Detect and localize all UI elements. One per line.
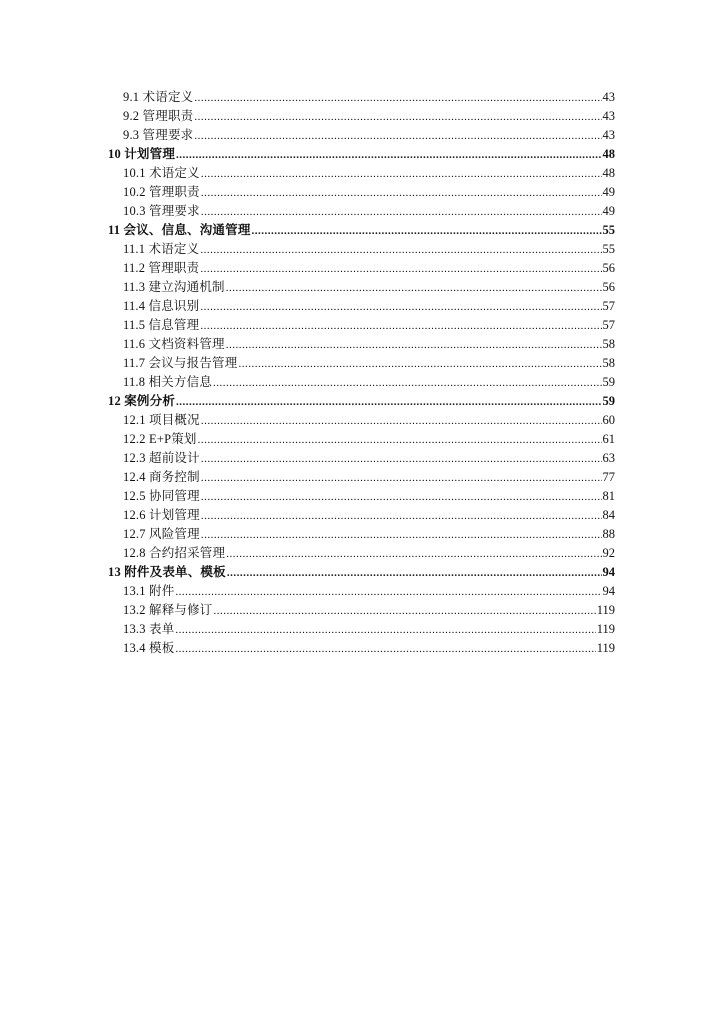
toc-entry-title: 9.3 管理要求 [123, 128, 194, 142]
toc-page-number: 77 [602, 470, 615, 484]
toc-entry-title: 11.8 相关方信息 [123, 375, 213, 389]
toc-section-entry[interactable] [108, 297, 615, 316]
toc-entry-title: 12.7 风险管理 [123, 527, 200, 541]
toc-page-number: 84 [602, 508, 615, 522]
toc-section-entry[interactable] [108, 335, 615, 354]
toc-section-entry[interactable] [108, 183, 615, 202]
toc-entry-title: 11.6 文档资料管理 [123, 337, 225, 351]
toc-entry-title: 13.1 附件 [123, 584, 175, 598]
toc-section-entry[interactable] [108, 620, 615, 639]
toc-section-entry[interactable] [108, 601, 615, 620]
toc-page-number: 92 [602, 546, 615, 560]
toc-page-number: 57 [602, 299, 615, 313]
toc-section-entry[interactable] [108, 164, 615, 183]
dot-leader [194, 89, 601, 108]
dot-leader [200, 298, 601, 317]
dot-leader [226, 279, 602, 298]
toc-entry-title: 11.5 信息管理 [123, 318, 200, 332]
toc-page-number: 58 [602, 356, 615, 370]
toc-entry-title: 10.1 术语定义 [123, 166, 200, 180]
dot-leader [175, 583, 601, 602]
toc-section-entry[interactable] [108, 88, 615, 107]
toc-entry-title: 13.2 解释与修订 [123, 603, 213, 617]
dot-leader [176, 146, 601, 165]
toc-page-number: 61 [602, 432, 615, 446]
toc-section-entry[interactable] [108, 278, 615, 297]
dot-leader [201, 203, 602, 222]
toc-entry-title: 12.4 商务控制 [123, 470, 200, 484]
toc-entry-title: 11.3 建立沟通机制 [123, 280, 225, 294]
toc-entry-title: 12.6 计划管理 [123, 508, 200, 522]
toc-section-entry[interactable] [108, 316, 615, 335]
toc-chapter-entry[interactable] [108, 563, 615, 582]
toc-section-entry[interactable] [108, 107, 615, 126]
toc-section-entry[interactable] [108, 525, 615, 544]
dot-leader [201, 469, 602, 488]
dot-leader [201, 507, 602, 526]
dot-leader [227, 564, 602, 583]
toc-page-number: 94 [602, 584, 615, 598]
toc-entry-title: 10.3 管理要求 [123, 204, 200, 218]
toc-page-number: 55 [602, 242, 615, 256]
toc-page-number: 88 [602, 527, 615, 541]
toc-section-entry[interactable] [108, 582, 615, 601]
toc-section-entry[interactable] [108, 411, 615, 430]
toc-entry-title: 9.1 术语定义 [123, 90, 194, 104]
toc-entry-title: 12.2 E+P策划 [123, 432, 197, 446]
toc-page-number: 49 [602, 204, 615, 218]
toc-page-number: 57 [602, 318, 615, 332]
dot-leader [226, 545, 601, 564]
toc-page-number: 56 [602, 280, 615, 294]
toc-entry-title: 12.8 合约招采管理 [123, 546, 226, 560]
dot-leader [214, 602, 596, 621]
toc-page-number: 94 [602, 565, 615, 579]
dot-leader [201, 165, 602, 184]
dot-leader [252, 222, 602, 241]
dot-leader [200, 260, 601, 279]
toc-entry-title: 13 附件及表单、模板 [108, 565, 226, 579]
toc-page-number: 119 [596, 603, 615, 617]
dot-leader [226, 336, 602, 355]
toc-section-entry[interactable] [108, 449, 615, 468]
dot-leader [194, 127, 601, 146]
toc-entry-title: 12.1 项目概况 [123, 413, 200, 427]
toc-section-entry[interactable] [108, 468, 615, 487]
dot-leader [198, 431, 602, 450]
toc-page-number: 58 [602, 337, 615, 351]
toc-page-number: 55 [602, 223, 615, 237]
toc-chapter-entry[interactable] [108, 392, 615, 411]
toc-chapter-entry[interactable] [108, 145, 615, 164]
dot-leader [201, 526, 602, 545]
toc-entry-title: 11 会议、信息、沟通管理 [108, 223, 251, 237]
toc-section-entry[interactable] [108, 373, 615, 392]
toc-page-number: 59 [602, 375, 615, 389]
toc-page-number: 43 [602, 90, 615, 104]
toc-section-entry[interactable] [108, 639, 615, 658]
toc-page-number: 59 [602, 394, 615, 408]
toc-entry-title: 10 计划管理 [108, 147, 176, 161]
toc-entry-title: 12.5 协同管理 [123, 489, 200, 503]
toc-page-number: 60 [602, 413, 615, 427]
toc-entry-title: 9.2 管理职责 [123, 109, 194, 123]
dot-leader [238, 355, 601, 374]
toc-entry-title: 11.2 管理职责 [123, 261, 200, 275]
toc-page-number: 43 [602, 109, 615, 123]
dot-leader [201, 184, 602, 203]
toc-entry-title: 11.4 信息识别 [123, 299, 200, 313]
toc-entry-title: 13.3 表单 [123, 622, 175, 636]
dot-leader [213, 374, 601, 393]
dot-leader [175, 640, 595, 659]
dot-leader [201, 450, 602, 469]
toc-section-entry[interactable] [108, 126, 615, 145]
toc-section-entry[interactable] [108, 354, 615, 373]
dot-leader [176, 393, 601, 412]
toc-chapter-entry[interactable] [108, 221, 615, 240]
dot-leader [201, 488, 602, 507]
toc-section-entry[interactable] [108, 430, 615, 449]
dot-leader [194, 108, 601, 127]
dot-leader [200, 241, 601, 260]
toc-page-number: 49 [602, 185, 615, 199]
toc-section-entry[interactable] [108, 259, 615, 278]
toc-page-number: 81 [602, 489, 615, 503]
dot-leader [200, 317, 601, 336]
toc-section-entry[interactable] [108, 506, 615, 525]
toc-entry-title: 13.4 模板 [123, 641, 175, 655]
toc-page-number: 119 [596, 641, 615, 655]
toc-entry-title: 11.1 术语定义 [123, 242, 200, 256]
dot-leader [201, 412, 602, 431]
dot-leader [175, 621, 595, 640]
toc-entry-title: 12.3 超前设计 [123, 451, 200, 465]
toc-section-entry[interactable] [108, 202, 615, 221]
toc-section-entry[interactable] [108, 487, 615, 506]
toc-page-number: 48 [602, 166, 615, 180]
toc-section-entry[interactable] [108, 544, 615, 563]
toc-page-number: 63 [602, 451, 615, 465]
toc-page-number: 56 [602, 261, 615, 275]
table-of-contents [108, 88, 615, 658]
toc-page-number: 48 [602, 147, 615, 161]
toc-page-number: 119 [596, 622, 615, 636]
toc-section-entry[interactable] [108, 240, 615, 259]
toc-entry-title: 12 案例分析 [108, 394, 176, 408]
toc-page-number: 43 [602, 128, 615, 142]
toc-entry-title: 11.7 会议与报告管理 [123, 356, 238, 370]
toc-entry-title: 10.2 管理职责 [123, 185, 200, 199]
